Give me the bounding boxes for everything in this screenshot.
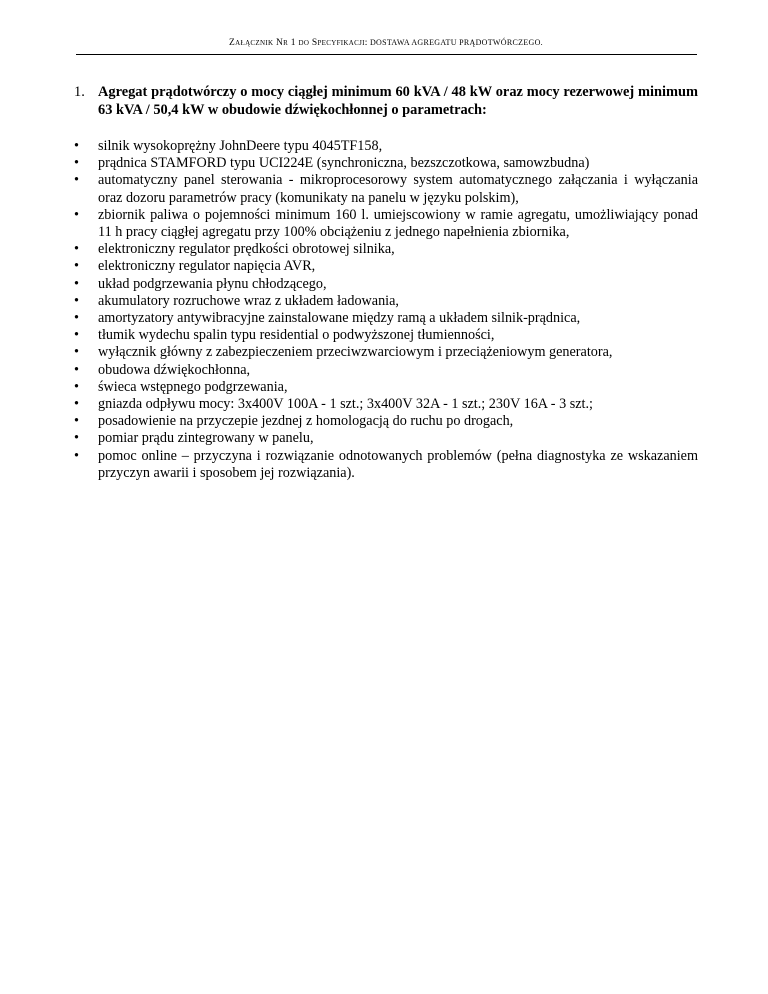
header-label-strong: Załącznik Nr 1 do Specyfikacji: (229, 38, 368, 48)
list-item (74, 430, 698, 447)
header-rule (76, 54, 697, 55)
list-item-text: akumulatory rozruchowe wraz z układem ładowania, (98, 292, 399, 309)
list-item-text: zbiornik paliwa o pojemności minimum 160 l. umiejscowiony w ramie agregatu, umożliwiający ponad 11 h pracy ciągłej agregatu przy 100% obciążeniu z jednego napełnienia zbiornika, (98, 206, 698, 241)
parameter-list (74, 138, 698, 482)
list-item-text: obudowa dźwiękochłonna, (98, 361, 251, 378)
spec-section (74, 83, 698, 482)
page-header (76, 36, 696, 50)
bullet-icon (74, 396, 98, 413)
list-item (74, 276, 698, 293)
header-label-rest: DOSTAWA AGREGATU PRĄDOTWÓRCZEGO. (367, 38, 543, 47)
list-item (74, 241, 698, 258)
bullet-icon (74, 207, 98, 241)
bullet-icon (74, 293, 98, 310)
list-item-text: silnik wysokoprężny JohnDeere typu 4045TF158, (98, 138, 383, 154)
bullet-icon (74, 276, 98, 293)
bullet-icon (74, 379, 98, 396)
list-item-text: gniazda odpływu mocy: 3x400V 100A - 1 szt.; 3x400V 32A - 1 szt.; 230V 16A - 3 szt.; (98, 396, 593, 413)
list-item-text: wyłącznik główny z zabezpieczeniem przeciwzwarciowym i przeciążeniowym generatora, (98, 344, 613, 361)
bullet-icon (74, 258, 98, 275)
list-item (74, 155, 698, 172)
list-item (74, 258, 698, 275)
list-item (74, 344, 698, 361)
list-item (74, 362, 698, 379)
list-item-text: posadowienie na przyczepie jezdnej z homologacją do ruchu po drogach, (98, 413, 514, 430)
bullet-icon (74, 327, 98, 344)
list-item-text: tłumik wydechu spalin typu residential o podwyższonej tłumienności, (98, 327, 495, 344)
section-number: 1. (74, 84, 85, 100)
list-item (74, 413, 698, 430)
list-item (74, 207, 698, 241)
list-item (74, 379, 698, 396)
list-item-text: elektroniczny regulator napięcia AVR, (98, 258, 316, 275)
list-item (74, 396, 698, 413)
section-title: Agregat prądotwórczy o mocy ciągłej minimum 60 kVA / 48 kW oraz mocy rezerwowej minimum 63 kVA / 50,4 kW w obudowie dźwiękochłonnej o parametrach: (98, 84, 698, 118)
list-item (74, 293, 698, 310)
bullet-icon (74, 310, 98, 327)
bullet-icon (74, 172, 98, 206)
list-item (74, 172, 698, 206)
list-item-text: prądnica STAMFORD typu UCI224E (synchroniczna, bezszczotkowa, samowzbudna) (98, 155, 590, 172)
bullet-icon (74, 430, 98, 447)
list-item-text: pomiar prądu zintegrowany w panelu, (98, 430, 314, 447)
list-item-text: elektroniczny regulator prędkości obrotowej silnika, (98, 241, 395, 258)
list-item-text: świeca wstępnego podgrzewania, (98, 378, 288, 395)
bullet-icon (74, 138, 98, 155)
list-item-text: amortyzatory antywibracyjne zainstalowane między ramą a układem silnik-prądnica, (98, 310, 581, 327)
list-item-text: pomoc online – przyczyna i rozwiązanie odnotowanych problemów (pełna diagnostyka ze wskazaniem przyczyn awarii i sposobem jej rozwiązania). (98, 447, 698, 481)
bullet-icon (74, 413, 98, 430)
list-item-text: automatyczny panel sterowania - mikroprocesorowy system automatycznego załączania i wyłączania oraz dozoru parametrów pracy (komunikaty na panelu w języku polskim), (98, 172, 698, 206)
list-item (74, 327, 698, 344)
bullet-icon (74, 344, 98, 361)
list-item (74, 310, 698, 327)
bullet-icon (74, 448, 98, 482)
bullet-icon (74, 241, 98, 258)
list-item (74, 448, 698, 482)
section-heading (74, 83, 698, 119)
bullet-icon (74, 155, 98, 172)
bullet-icon (74, 362, 98, 379)
list-item (74, 138, 698, 155)
list-item-text: układ podgrzewania płynu chłodzącego, (98, 275, 327, 292)
